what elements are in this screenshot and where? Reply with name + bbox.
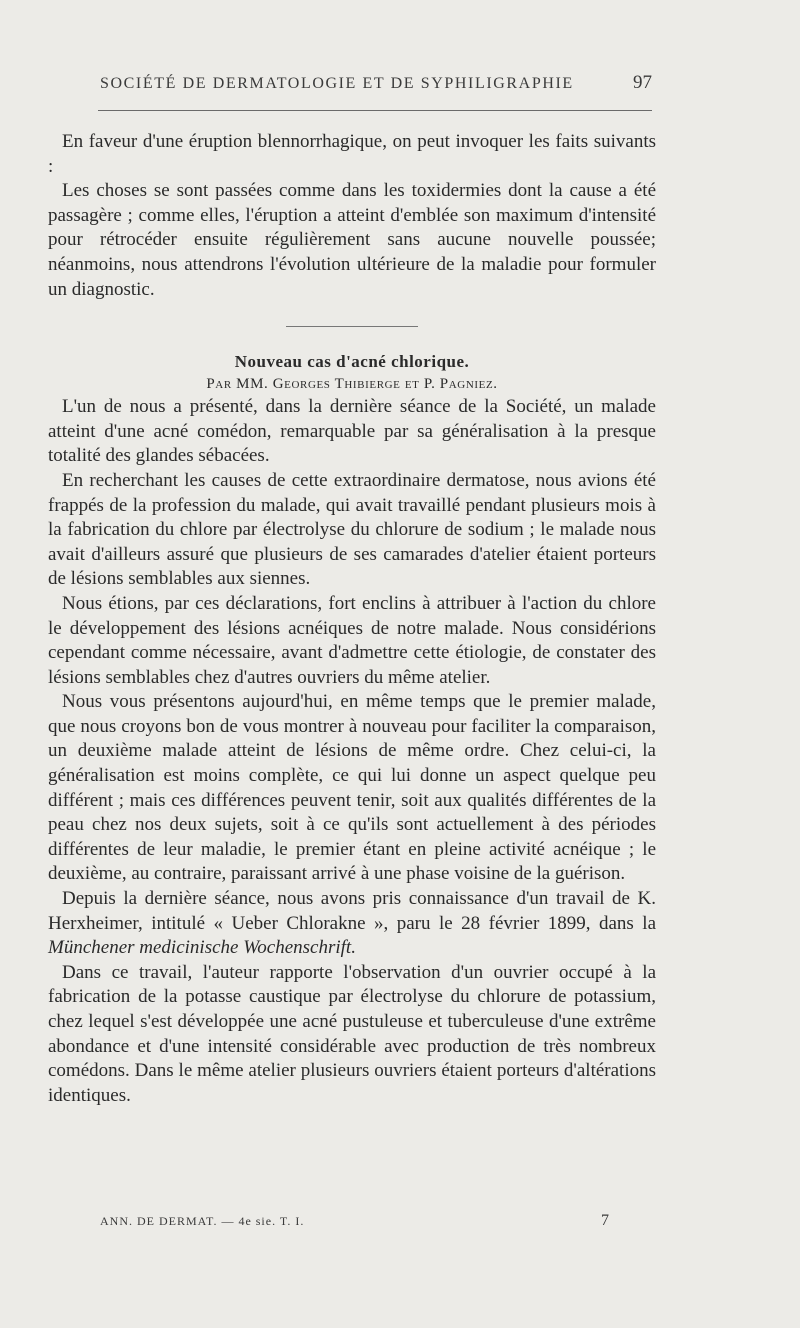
section-separator bbox=[286, 326, 418, 327]
footer-imprint: ANN. DE DERMAT. — 4e sie. T. I. bbox=[100, 1214, 305, 1228]
article-paragraph-3: Nous étions, par ces déclarations, fort enclins à attribuer à l'action du chlore le développement des lésions acnéiques de notre malade. Nous considérions cependant comme nécessaire, avant d'admettre cette étiologie, de constater des lésions semblables chez d'autres ouvriers du même atelier. bbox=[48, 592, 656, 688]
article-paragraph-5 bbox=[48, 887, 656, 961]
page-number: 97 bbox=[633, 72, 652, 93]
article-paragraph-2: En recherchant les causes de cette extraordinaire dermatose, nous avions été frappés de la profession du malade, qui avait travaillé pendant plusieurs mois à la fabrication du chlore par électrolyse du chlorure de sodium ; le malade nous avait d'ailleurs assuré que plusieurs de ses camarades d'atelier étaient porteurs de lésions semblables aux siennes. bbox=[48, 469, 656, 590]
running-header bbox=[100, 72, 652, 94]
page-body bbox=[48, 130, 656, 1108]
running-title: SOCIÉTÉ DE DERMATOLOGIE ET DE SYPHILIGRAPHIE bbox=[100, 75, 574, 92]
article-paragraph-1: L'un de nous a présenté, dans la dernière séance de la Société, un malade atteint d'une acné comédon, remarquable par sa généralisation à la presque totalité des glandes sébacées. bbox=[48, 396, 656, 467]
article-byline: Par MM. Georges Thibierge et P. Pagniez. bbox=[206, 376, 498, 393]
article-paragraph-4: Nous vous présentons aujourd'hui, en même temps que le premier malade, que nous croyons bon de vous montrer à nouveau pour faciliter la comparaison, un deuxième malade atteint de lésions de même ordre. Chez celui-ci, la généralisation est moins complète, ce qui lui donne un aspect quelque peu différent ; mais ces différences peuvent tenir, soit aux qualités différentes de la peau chez nos deux sujets, soit à ce qu'ils sont actuellement à des périodes différentes de leur maladie, le premier étant en pleine activité acnéique ; le deuxième, au contraire, paraissant arrivé à une phase voisine de la guérison. bbox=[48, 691, 656, 885]
article-title: Nouveau cas d'acné chlorique. bbox=[234, 352, 470, 372]
article-paragraph-6: Dans ce travail, l'auteur rapporte l'observation d'un ouvrier occupé à la fabrication de la potasse caustique par électrolyse du chlorure de potassium, chez lequel s'est développée une acné pustuleuse et tuberculeuse d'une extrême abondance et d'une intensité considérable avec production de très nombreux comédons. Dans le même atelier plusieurs ouvriers étaient porteurs d'altérations identiques. bbox=[48, 961, 656, 1106]
article-paragraph-5-text: Depuis la dernière séance, nous avons pris connaissance d'un travail de K. Herxheimer, intitulé « Ueber Chlorakne », paru le 28 février 1899, dans la bbox=[48, 888, 656, 934]
journal-title: Münchener medicinische Wochenschrift. bbox=[48, 937, 356, 959]
intro-paragraph-1: En faveur d'une éruption blennorrhagique, on peut invoquer les faits suivants : bbox=[48, 131, 656, 177]
page-footer bbox=[100, 1212, 610, 1230]
intro-paragraph-2: Les choses se sont passées comme dans les toxidermies dont la cause a été passagère ; comme elles, l'éruption a atteint d'emblée son maximum d'intensité pour rétrocéder ensuite régulièrement sans aucune nouvelle poussée; néanmoins, nous attendrons l'évolution ultérieure de la maladie pour formuler un diagnostic. bbox=[48, 180, 656, 300]
header-rule bbox=[98, 110, 652, 111]
signature-mark: 7 bbox=[601, 1212, 610, 1229]
